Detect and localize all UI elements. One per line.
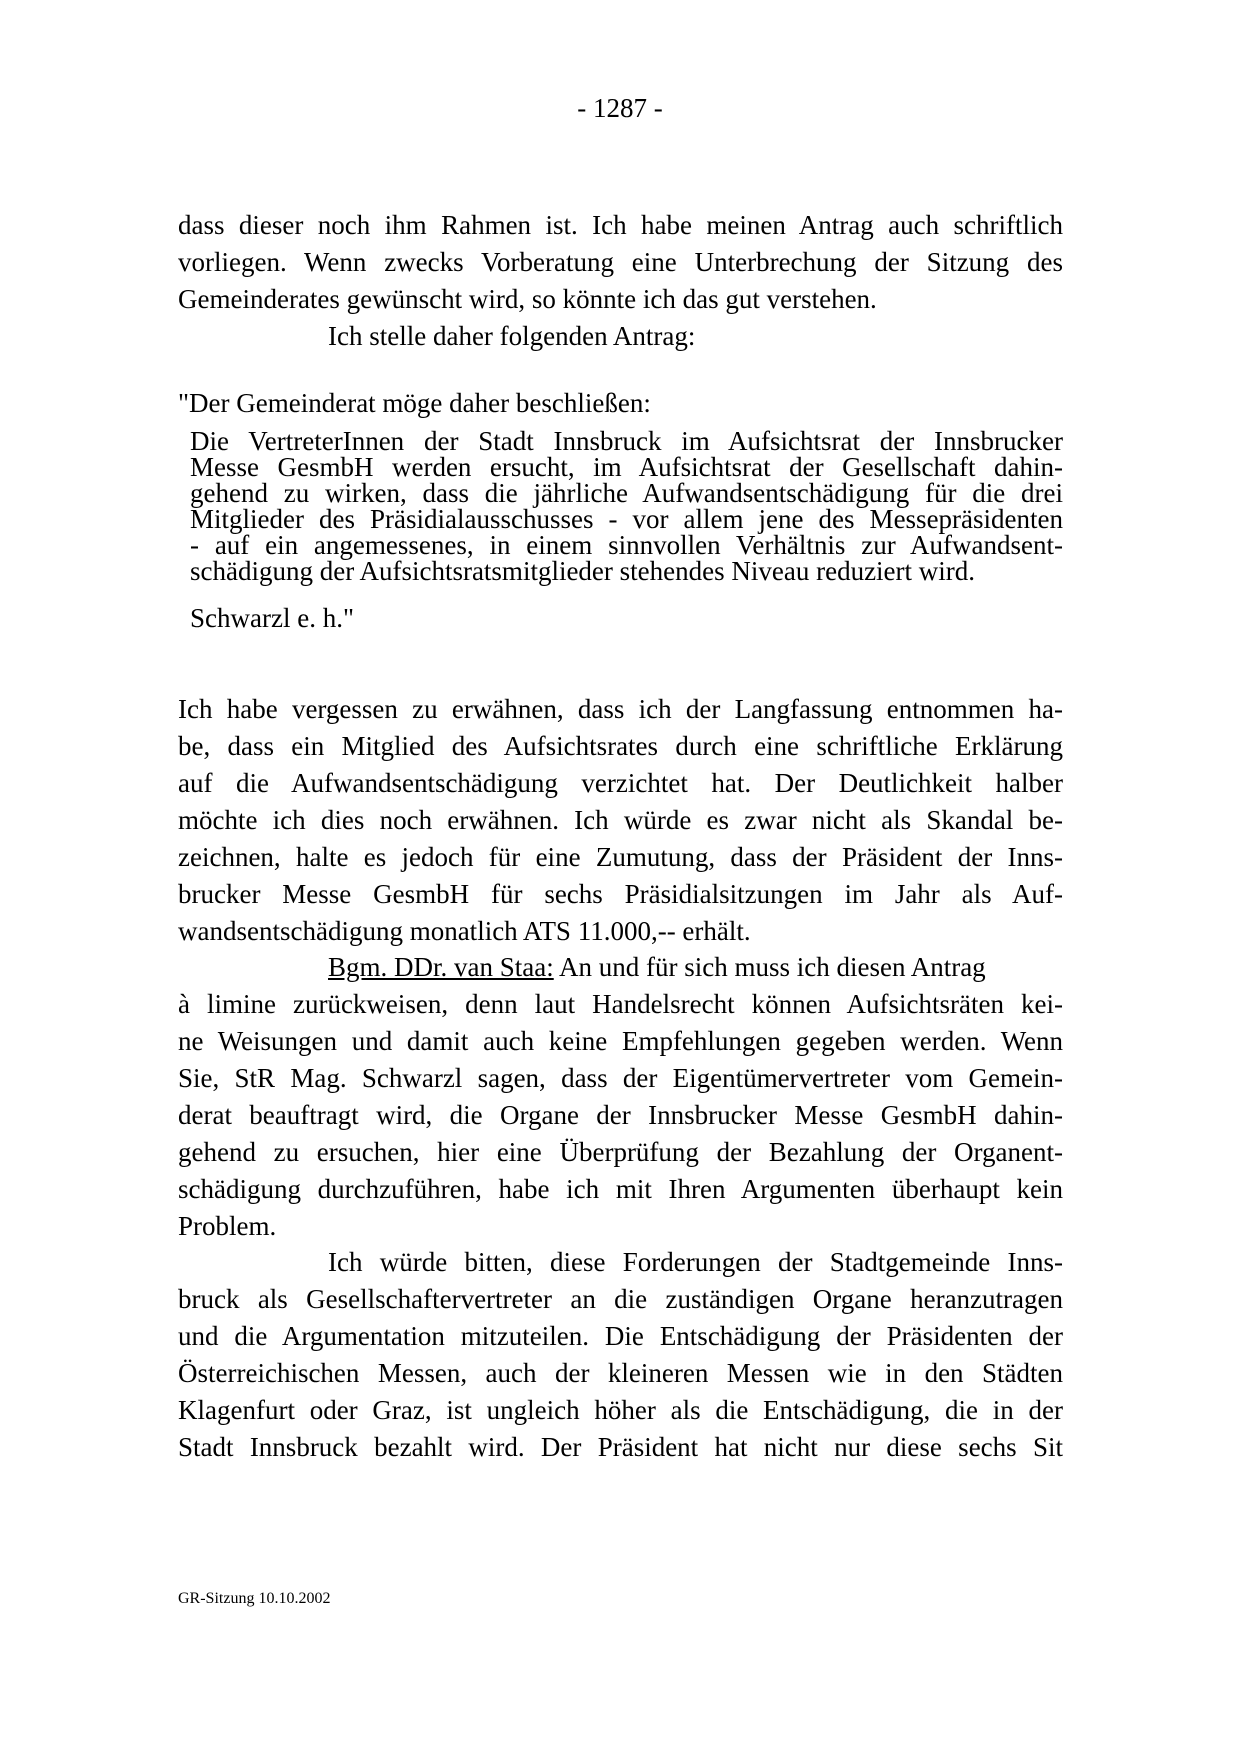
text-line: Problem.: [178, 1211, 277, 1241]
text-line: und die Argumentation mitzuteilen. Die Entschädigung der Präsidenten der: [178, 1321, 1063, 1351]
text-line: ne Weisungen und damit auch keine Empfehlungen gegeben werden. Wenn: [178, 1026, 1063, 1056]
motion-signature: Schwarzl e. h.": [190, 603, 354, 633]
paragraph: [178, 691, 1063, 950]
speaker-name: Bgm. DDr. van Staa:: [328, 952, 554, 982]
text-line: wandsentschädigung monatlich ATS 11.000,-- erhält.: [178, 916, 751, 946]
motion-lead-in: Ich stelle daher folgenden Antrag:: [328, 321, 696, 351]
text-line: - auf ein angemessenes, in einem sinnvollen Verhältnis zur Aufwandsent-: [190, 530, 1063, 560]
text-line: derat beauftragt wird, die Organe der Innsbrucker Messe GesmbH dahin-: [178, 1100, 1063, 1130]
text-line: Gemeinderates gewünscht wird, so könnte ich das gut verstehen.: [178, 284, 877, 314]
paragraph: [178, 949, 1063, 1245]
text-line: Mitglieder des Präsidialausschusses - vor allem jene des Messepräsidenten: [190, 504, 1063, 534]
text-line: gehend zu ersuchen, hier eine Überprüfung der Bezahlung der Organent-: [178, 1137, 1063, 1167]
text-line: Die VertreterInnen der Stadt Innsbruck im Aufsichtsrat der Innsbrucker: [190, 426, 1063, 456]
page-footer: GR-Sitzung 10.10.2002: [178, 1590, 331, 1607]
text-line: bruck als Gesellschaftervertreter an die zuständigen Organe heranzutragen: [178, 1284, 1063, 1314]
speaker-line: [178, 949, 1063, 986]
text-line: Ich würde bitten, diese Forderungen der Stadtgemeinde Inns-: [328, 1247, 1063, 1277]
text-line: schädigung der Aufsichtsratsmitglieder stehendes Niveau reduziert wird.: [190, 556, 976, 586]
text-line: Klagenfurt oder Graz, ist ungleich höher als die Entschädigung, die in der: [178, 1395, 1063, 1425]
text-line: Sie, StR Mag. Schwarzl sagen, dass der Eigentümervertreter vom Gemein-: [178, 1063, 1063, 1093]
text-line: à limine zurückweisen, denn laut Handelsrecht können Aufsichtsräten kei-: [178, 989, 1063, 1019]
speaker-text: An und für sich muss ich diesen Antrag: [553, 952, 986, 982]
text-line: Messe GesmbH werden ersucht, im Aufsichtsrat der Gesellschaft dahin-: [190, 452, 1063, 482]
text-line: gehend zu wirken, dass die jährliche Aufwandsentschädigung für die drei: [190, 478, 1063, 508]
text-line: vorliegen. Wenn zwecks Vorberatung eine Unterbrechung der Sitzung des: [178, 247, 1063, 277]
motion-opening: [178, 385, 1063, 422]
text-line: dass dieser noch ihm Rahmen ist. Ich habe meinen Antrag auch schriftlich: [178, 210, 1063, 240]
page-number: - 1287 -: [577, 93, 663, 123]
text-line: zeichnen, halte es jedoch für eine Zumutung, dass der Präsident der Inns-: [178, 842, 1063, 872]
text-line: Ich habe vergessen zu erwähnen, dass ich der Langfassung entnommen ha-: [178, 694, 1063, 724]
text-line: be, dass ein Mitglied des Aufsichtsrates durch eine schriftliche Erklärung: [178, 731, 1063, 761]
motion-text: [190, 428, 1063, 584]
text-line: brucker Messe GesmbH für sechs Präsidialsitzungen im Jahr als Auf-: [178, 879, 1063, 909]
intro-paragraph: [178, 207, 1063, 355]
text-line: auf die Aufwandsentschädigung verzichtet hat. Der Deutlichkeit halber: [178, 768, 1063, 798]
text-line: Österreichischen Messen, auch der kleineren Messen wie in den Städten: [178, 1358, 1063, 1388]
text-line: schädigung durchzuführen, habe ich mit Ihren Argumenten überhaupt kein: [178, 1174, 1063, 1204]
paragraph: [178, 1244, 1063, 1466]
text-line: Stadt Innsbruck bezahlt wird. Der Präsident hat nicht nur diese sechs Sit: [178, 1432, 1063, 1462]
text-line: möchte ich dies noch erwähnen. Ich würde es zwar nicht als Skandal be-: [178, 805, 1063, 835]
text-line: "Der Gemeinderat möge daher beschließen:: [178, 388, 651, 418]
